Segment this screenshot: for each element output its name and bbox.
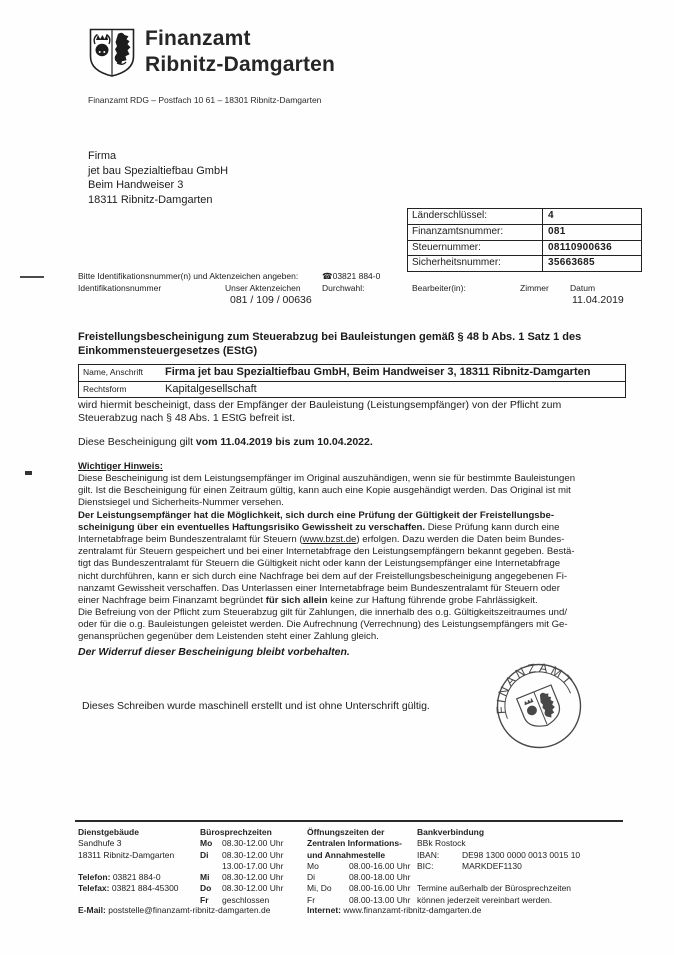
validity-period: vom 11.04.2019 bis zum 10.04.2022. [195, 436, 373, 448]
time-value: 08.00-18.00 Uhr [349, 872, 411, 883]
row-value: 4 [548, 210, 554, 221]
office-street: Sandhufe 3 [78, 838, 122, 849]
time-value: 08.00-13.00 Uhr [349, 894, 411, 905]
notice-line: oder für die o.g. Bauleistungen geleistet werden. Die Aufrechnung (Verrechnung) des Leistungsempfängers mit Ge- [78, 619, 568, 631]
time-value: 08.00-16.00 Uhr [349, 883, 411, 894]
day-label: Fr [200, 894, 209, 905]
recipient-line: 18311 Ribnitz-Damgarten [88, 193, 213, 206]
phone-row [78, 872, 203, 883]
row-label: Steuernummer: [408, 241, 543, 256]
recipient-line: Beim Handweiser 3 [88, 179, 184, 191]
notice-line: nanzamt Gewissheit verschaffen. Das Unterlassen einer Internetabfrage beim Bundeszentralamt für Steuern oder [78, 582, 560, 594]
tax-key-table [407, 208, 642, 272]
recipient-line: jet bau Spezialtiefbau GmbH [88, 164, 229, 177]
revocation-statement: Der Widerruf dieser Bescheinigung bleibt vorbehalten. [78, 646, 350, 658]
time-value: 08.30-12.00 Uhr [222, 838, 284, 849]
subject-line1: Freistellungsbescheinigung zum Steuerabzug bei Bauleistungen gemäß § 48 b Abs. 1 Satz 1 des [78, 331, 582, 343]
notice-line: gilt. Ist die Bescheinigung für einen Zeitraum gültig, kann auch eine Kopie ausgehändigt werden. Das Original ist mit [78, 485, 571, 497]
time-value: geschlossen [222, 894, 270, 905]
day-label: Mi, Do [307, 883, 332, 894]
column-direct-dial: Durchwahl: [322, 283, 365, 293]
row-value: 35663685 [548, 257, 595, 269]
bank-title: Bankverbindung [417, 827, 485, 837]
column-file-number: Unser Aktenzeichen [225, 283, 301, 293]
bic-label: BIC: [417, 860, 434, 871]
bzst-url: www.bzst.de [302, 533, 357, 545]
agency-name-line2: Ribnitz-Damgarten [145, 53, 336, 76]
seal-text: FINANZAMT [493, 660, 577, 715]
company-name-address: Firma jet bau Spezialtiefbau GmbH, Beim Handweiser 3, 18311 Ribnitz-Damgarten [165, 366, 591, 378]
email-label: E-Mail: [78, 905, 106, 915]
certification-line1: wird hiermit bescheinigt, dass der Empfänger der Bauleistung (Leistungsempfänger) von der Pflicht zum [78, 399, 562, 411]
row-label: Länderschlüssel: [408, 209, 543, 224]
coat-of-arms-icon [88, 27, 136, 84]
phone-label: Telefon: [78, 872, 111, 883]
column-identification: Identifikationsnummer [78, 283, 162, 293]
spacer [78, 861, 203, 872]
internet-row [307, 905, 481, 916]
recipient-address [88, 149, 228, 207]
machine-generated-note: Dieses Schreiben wurde maschinell erstellt und ist ohne Unterschrift gültig. [82, 700, 430, 712]
footer-office-hours-column [200, 827, 283, 906]
time-value: 13.00-17.00 Uhr [222, 860, 284, 871]
subject-heading [78, 330, 581, 358]
notice-text [78, 473, 575, 644]
notice-segment: Diese Prüfung kann durch eine [425, 521, 560, 533]
appointment-note: Termine außerhalb der Bürosprechzeiten [417, 883, 572, 894]
column-clerk: Bearbeiter(in): [412, 283, 466, 293]
notice-bold-segment: für sich allein [265, 594, 328, 606]
fold-mark [20, 276, 44, 278]
internet-value: www.finanzamt-ribnitz-damgarten.de [343, 905, 482, 915]
reference-request-note: Bitte Identifikationsnummer(n) und Aktenzeichen angeben: [78, 271, 299, 281]
time-value: 08.00-16.00 Uhr [349, 860, 411, 871]
row-value: 08110900636 [548, 241, 612, 253]
day-label: Fr [307, 894, 316, 905]
table-row [408, 255, 641, 271]
footer-bank-column [417, 827, 580, 906]
time-value: 08.30-12.00 Uhr [222, 883, 284, 894]
sender-line: Finanzamt RDG – Postfach 10 61 – 18301 Ribnitz-Damgarten [88, 95, 322, 105]
notice-line [78, 510, 575, 522]
notice-segment: keine zur Haftung führende grobe Fahrlässigkeit. [327, 594, 538, 606]
spacer [417, 872, 580, 883]
table-row [408, 240, 641, 256]
table-row [408, 224, 641, 240]
bic-value: MARKDEF1130 [462, 860, 522, 871]
day-label: Di [307, 872, 316, 883]
row-label: Rechtsform [83, 383, 127, 394]
day-label: Do [200, 883, 212, 894]
notice-bold-segment: Der Leistungsempfänger hat die Möglichkeit, sich durch eine Prüfung der Gültigkeit der Freistellungsbe- [78, 509, 555, 521]
validity-prefix: Diese Bescheinigung gilt [78, 436, 196, 448]
info-desk-title: und Annahmestelle [307, 849, 386, 860]
info-desk-title: Zentralen Informations- [307, 838, 402, 849]
certification-line2: Steuerabzug nach § 48 Abs. 1 EStG befreit ist. [78, 412, 296, 424]
notice-heading: Wichtiger Hinweis: [78, 461, 163, 472]
day-label: Mo [200, 838, 213, 849]
bic-row [417, 861, 580, 872]
appointment-note: können jederzeit vereinbart werden. [417, 894, 553, 905]
company-table [78, 364, 626, 398]
notice-bold-segment: scheinigung über ein eventuelles Haftungsrisiko Gewissheit zu verschaffen. [78, 521, 426, 533]
day-label: Mo [307, 860, 319, 871]
hours-row [307, 883, 410, 894]
notice-line: Diese Bescheinigung ist dem Leistungsempfänger im Original auszuhändigen, wenn sie für bestimmte Bauleistungen [78, 473, 576, 484]
hours-row [307, 872, 410, 883]
notice-line [78, 534, 575, 546]
notice-segment: ) erfolgen. Dazu werden die Daten beim Bundes- [356, 533, 565, 545]
office-city: 18311 Ribnitz-Damgarten [78, 849, 175, 860]
email-row [78, 905, 270, 916]
row-value: 081 [548, 225, 566, 237]
notice-segment: einer Nachfrage beim Finanzamt begründet [78, 594, 266, 606]
agency-name-line1: Finanzamt [145, 27, 251, 50]
validity-statement [78, 436, 373, 449]
iban-label: IBAN: [417, 849, 440, 860]
hours-row [200, 861, 283, 872]
office-title: Dienstgebäude [78, 827, 139, 837]
legal-form-value: Kapitalgesellschaft [165, 382, 257, 395]
time-value: 08.30-12.00 Uhr [222, 872, 284, 883]
fax-row [78, 883, 203, 894]
notice-line [78, 595, 575, 607]
row-label: Name, Anschrift [83, 367, 143, 377]
file-number-value: 081 / 109 / 00636 [230, 294, 312, 306]
table-row [79, 382, 625, 398]
internet-label: Internet: [307, 905, 341, 915]
hours-row [200, 883, 283, 894]
footer-info-desk-column [307, 827, 410, 906]
table-row [79, 365, 625, 382]
footer-office-column [78, 827, 203, 895]
column-date: Datum [570, 283, 596, 293]
finanzamt-seal-icon [492, 659, 586, 758]
notice-line: zentralamt für Steuern gespeichert und bei einer Internetabfrage den Leistungsempfängern bekannt gegeben. Bestä- [78, 546, 575, 558]
notice-line: genansprüchen gegenüber dem Leistenden steht einer Zahlung gleich. [78, 631, 379, 643]
date-value: 11.04.2019 [572, 294, 624, 306]
day-label: Di [200, 849, 209, 860]
fax-value: 03821 884-45300 [111, 883, 179, 894]
agency-name [145, 26, 335, 78]
hours-row [200, 850, 283, 861]
subject-line2: Einkommensteuergesetzes (EStG) [78, 345, 258, 357]
hours-row [200, 872, 283, 883]
recipient-line: Firma [88, 150, 117, 162]
notice-line: Dienstsiegel und Sicherheits-Nummer versehen. [78, 497, 284, 509]
hours-row [200, 838, 283, 849]
info-desk-title: Öffnungszeiten der [307, 827, 385, 837]
certification-text [78, 399, 561, 425]
phone-number: ☎03821 884-0 [322, 271, 381, 281]
table-row [408, 209, 641, 224]
notice-line: tigt das Bundeszentralamt für Steuern die Gültigkeit nicht oder kann der Leistungsempfänger eine Internetabfrage [78, 558, 561, 570]
hours-row [307, 861, 410, 872]
row-label: Sicherheitsnummer: [408, 256, 543, 271]
notice-line: Die Befreiung von der Pflicht zum Steuerabzug gilt für Zahlungen, die innerhalb des o.g. Gültigkeitszeitraumes und/ [78, 607, 568, 619]
phone-value: 03821 884-0 [112, 872, 161, 883]
notice-line [78, 522, 575, 534]
email-value: poststelle@finanzamt-ribnitz-damgarten.de [108, 905, 271, 915]
iban-row [417, 850, 580, 861]
footer-divider [75, 820, 623, 822]
row-label: Finanzamtsnummer: [408, 225, 543, 240]
punch-mark [25, 471, 32, 475]
day-label: Mi [200, 872, 210, 883]
fax-label: Telefax: [78, 883, 110, 894]
column-room: Zimmer [520, 283, 549, 293]
office-hours-title: Bürosprechzeiten [200, 827, 272, 837]
notice-line: nicht durchführen, kann er sich durch eine Nachfrage bei dem auf der Freistellungsbescheinigung angegebenen Fi- [78, 570, 568, 582]
notice-segment: Internetabfrage beim Bundeszentralamt für Steuern ( [78, 533, 303, 545]
iban-value: DE98 1300 0000 0013 0015 10 [462, 849, 581, 860]
time-value: 08.30-12.00 Uhr [222, 849, 284, 860]
bank-name: BBk Rostock [417, 838, 466, 849]
